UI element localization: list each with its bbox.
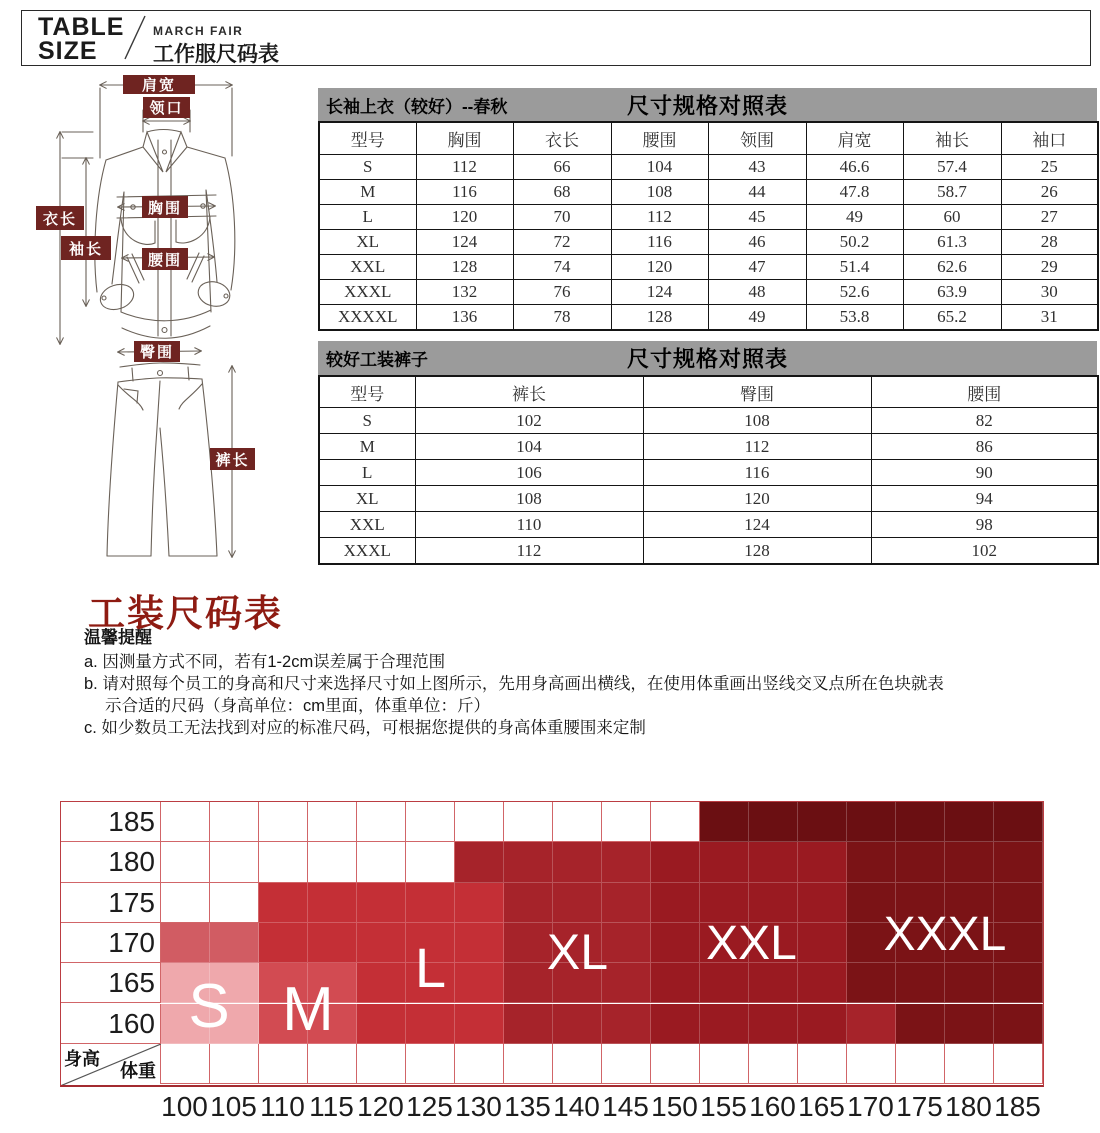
heatmap-cell [847, 963, 896, 1003]
size-name-cell: L [319, 205, 416, 230]
notes-block [84, 627, 944, 739]
value-cell: 104 [415, 434, 643, 460]
heatmap-cell [847, 802, 896, 842]
label-pants-length: 裤长 [210, 448, 255, 470]
size-name-cell: XL [319, 230, 416, 255]
value-cell: 94 [871, 486, 1098, 512]
column-header: 臀围 [643, 376, 871, 408]
size-name-cell: M [319, 180, 416, 205]
weight-tick-label: 185 [994, 1091, 1041, 1122]
value-cell: 44 [708, 180, 806, 205]
value-cell: 53.8 [806, 305, 903, 331]
value-cell: 136 [416, 305, 513, 331]
heatmap-cell [553, 1004, 602, 1044]
size-name-cell: XXXXL [319, 305, 416, 331]
value-cell: 30 [1001, 280, 1098, 305]
heatmap-cell [602, 1004, 651, 1044]
size-name-cell: S [319, 408, 415, 434]
heatmap-cell [847, 1004, 896, 1044]
table-row [319, 486, 1098, 512]
heatmap-cell [259, 802, 308, 842]
heatmap-cell [504, 883, 553, 923]
size-name-cell: XXL [319, 512, 415, 538]
heatmap-cell [553, 802, 602, 842]
heatmap-cell [896, 1004, 945, 1044]
y-axis-name: 身高 [64, 1048, 100, 1069]
value-cell: 29 [1001, 255, 1098, 280]
table-row [319, 230, 1098, 255]
size-name-cell: L [319, 460, 415, 486]
size-region-label: S [188, 972, 230, 1042]
note-b-cont: 示合适的尺码（身高单位：cm里面，体重单位：斤） [105, 697, 490, 715]
weight-tick-label: 180 [945, 1091, 992, 1122]
heatmap-cell [504, 1044, 553, 1084]
weight-tick-label: 130 [455, 1091, 502, 1122]
table-row [319, 408, 1098, 434]
value-cell: 128 [643, 538, 871, 565]
table-row [319, 512, 1098, 538]
heatmap-cell [504, 842, 553, 882]
table-row [319, 460, 1098, 486]
heatmap-cell [945, 802, 994, 842]
label-collar: 领口 [143, 97, 190, 118]
column-header: 肩宽 [806, 122, 903, 155]
column-header: 领围 [708, 122, 806, 155]
jacket-table-caption-center: 尺寸规格对照表 [626, 93, 789, 118]
heatmap-cell [651, 963, 700, 1003]
value-cell: 116 [643, 460, 871, 486]
heatmap-cell [357, 883, 406, 923]
weight-tick-label: 105 [210, 1091, 257, 1122]
heatmap-cell [749, 842, 798, 882]
heatmap-cell [945, 1044, 994, 1084]
heatmap-cell [406, 802, 455, 842]
x-axis-name: 体重 [120, 1061, 156, 1082]
heatmap-cell [455, 1044, 504, 1084]
heatmap-cell [602, 842, 651, 882]
height-tick-label: 185 [61, 802, 161, 842]
height-tick-label: 165 [61, 963, 161, 1003]
heatmap-cell [553, 1044, 602, 1084]
size-heatmap [60, 801, 1044, 1087]
heatmap-cell [896, 1044, 945, 1084]
heatmap-cell [259, 842, 308, 882]
value-cell: 120 [611, 255, 708, 280]
value-cell: 72 [513, 230, 611, 255]
pants-size-table [318, 375, 1099, 565]
heatmap-cell [406, 883, 455, 923]
heatmap-cell [749, 1044, 798, 1084]
heatmap-cell [602, 883, 651, 923]
value-cell: 82 [871, 408, 1098, 434]
heatmap-cell [455, 1004, 504, 1044]
heatmap-cell [847, 1044, 896, 1084]
weight-tick-label: 165 [798, 1091, 845, 1122]
value-cell: 132 [416, 280, 513, 305]
table-row [319, 255, 1098, 280]
heatmap-cell [210, 1044, 259, 1084]
value-cell: 61.3 [903, 230, 1001, 255]
heatmap-cell [308, 923, 357, 963]
column-header: 腰围 [871, 376, 1098, 408]
weight-tick-label: 115 [309, 1091, 354, 1122]
heatmap-cell [994, 1004, 1043, 1044]
heatmap-cell [357, 1044, 406, 1084]
heatmap-cell [161, 802, 210, 842]
value-cell: 124 [643, 512, 871, 538]
header-row [319, 376, 1098, 408]
weight-tick-label: 150 [651, 1091, 698, 1122]
value-cell: 26 [1001, 180, 1098, 205]
value-cell: 128 [416, 255, 513, 280]
height-tick-label: 180 [61, 842, 161, 882]
pants-table-caption-left: 较好工装裤子 [326, 350, 428, 370]
size-name-cell: S [319, 155, 416, 180]
heatmap-cell [210, 802, 259, 842]
heatmap-cell [553, 883, 602, 923]
weight-tick-label: 170 [847, 1091, 894, 1122]
heatmap-cell [504, 923, 553, 963]
heatmap-cell [945, 1004, 994, 1044]
value-cell: 124 [611, 280, 708, 305]
note-c: c. 如少数员工无法找到对应的标准尺码，可根据您提供的身高体重腰围来定制 [84, 719, 646, 737]
value-cell: 68 [513, 180, 611, 205]
value-cell: 110 [415, 512, 643, 538]
weight-tick-label: 140 [553, 1091, 600, 1122]
heatmap-cell [700, 802, 749, 842]
note-b: b. 请对照每个员工的身高和尺寸来选择尺寸如上图所示，先用身高画出横线，在使用体重画出竖线交叉点所在色块就表 [84, 675, 944, 693]
height-tick-label: 170 [61, 923, 161, 963]
heatmap-cell [651, 842, 700, 882]
table-row [319, 155, 1098, 180]
value-cell: 31 [1001, 305, 1098, 331]
heatmap-cell [504, 1004, 553, 1044]
value-cell: 58.7 [903, 180, 1001, 205]
label-shoulder-width: 肩宽 [123, 75, 195, 94]
heatmap-cell [210, 923, 259, 963]
value-cell: 47 [708, 255, 806, 280]
size-name-cell: M [319, 434, 415, 460]
value-cell: 102 [871, 538, 1098, 565]
heatmap-cell [161, 883, 210, 923]
value-cell: 63.9 [903, 280, 1001, 305]
heatmap-cell [161, 842, 210, 882]
notes-title: 温馨提醒 [84, 628, 152, 647]
size-region-label: L [414, 936, 447, 1000]
heatmap-cell [945, 842, 994, 882]
heatmap-cell [357, 923, 406, 963]
value-cell: 106 [415, 460, 643, 486]
value-cell: 78 [513, 305, 611, 331]
heatmap-cell [700, 1004, 749, 1044]
value-cell: 112 [415, 538, 643, 565]
jacket-table-caption-left: 长袖上衣（较好）--春秋 [326, 97, 508, 116]
value-cell: 90 [871, 460, 1098, 486]
table-row [319, 180, 1098, 205]
heatmap-cell [259, 1044, 308, 1084]
heatmap-cell [455, 923, 504, 963]
value-cell: 108 [415, 486, 643, 512]
size-name-cell: XXXL [319, 538, 415, 565]
weight-tick-label: 145 [602, 1091, 649, 1122]
value-cell: 112 [611, 205, 708, 230]
column-header: 型号 [319, 122, 416, 155]
value-cell: 49 [806, 205, 903, 230]
value-cell: 51.4 [806, 255, 903, 280]
heatmap-cell [651, 1004, 700, 1044]
label-chest: 胸围 [142, 196, 188, 218]
jacket-size-table [318, 121, 1099, 331]
value-cell: 57.4 [903, 155, 1001, 180]
heatmap-cell [504, 963, 553, 1003]
heatmap-cell [259, 923, 308, 963]
heatmap-cell [994, 1044, 1043, 1084]
table-row [319, 280, 1098, 305]
value-cell: 60 [903, 205, 1001, 230]
value-cell: 49 [708, 305, 806, 331]
value-cell: 66 [513, 155, 611, 180]
pants-drawing [107, 363, 217, 556]
value-cell: 102 [415, 408, 643, 434]
value-cell: 52.6 [806, 280, 903, 305]
size-region-label: XXL [706, 916, 797, 970]
heatmap-cell [553, 842, 602, 882]
brand-line1: TABLE [38, 13, 125, 41]
weight-tick-label: 175 [896, 1091, 943, 1122]
heatmap-cell [357, 842, 406, 882]
value-cell: 50.2 [806, 230, 903, 255]
heatmap-cell [994, 842, 1043, 882]
heatmap-cell [749, 1004, 798, 1044]
heatmap-cell [455, 802, 504, 842]
value-cell: 116 [416, 180, 513, 205]
value-cell: 112 [416, 155, 513, 180]
heatmap-cell [455, 883, 504, 923]
value-cell: 62.6 [903, 255, 1001, 280]
table-row [319, 305, 1098, 331]
table-row [319, 538, 1098, 565]
value-cell: 108 [643, 408, 871, 434]
heatmap-cell [798, 963, 847, 1003]
value-cell: 70 [513, 205, 611, 230]
column-header: 袖长 [903, 122, 1001, 155]
value-cell: 86 [871, 434, 1098, 460]
weight-tick-label: 155 [700, 1091, 747, 1122]
heatmap-cell [700, 1044, 749, 1084]
height-tick-label: 160 [61, 1004, 161, 1044]
value-cell: 124 [416, 230, 513, 255]
heatmap-cell [602, 923, 651, 963]
value-cell: 120 [643, 486, 871, 512]
value-cell: 28 [1001, 230, 1098, 255]
heatmap-cell [308, 1044, 357, 1084]
table-row [319, 434, 1098, 460]
heatmap-cell [651, 923, 700, 963]
jacket-drawing [95, 130, 235, 339]
size-name-cell: XXL [319, 255, 416, 280]
column-header: 腰围 [611, 122, 708, 155]
page-title: 工作服尺码表 [153, 43, 279, 66]
heatmap-cell [161, 1044, 210, 1084]
table-row [319, 205, 1098, 230]
value-cell: 112 [643, 434, 871, 460]
label-hip: 臀围 [134, 341, 180, 362]
value-cell: 47.8 [806, 180, 903, 205]
heatmap-cell [798, 842, 847, 882]
value-cell: 108 [611, 180, 708, 205]
value-cell: 76 [513, 280, 611, 305]
heatmap-cell [357, 1004, 406, 1044]
heatmap-cell [455, 963, 504, 1003]
heatmap-cell [308, 802, 357, 842]
header-row [319, 122, 1098, 155]
heatmap-cell [308, 883, 357, 923]
column-header: 袖口 [1001, 122, 1098, 155]
heatmap-cell [455, 842, 504, 882]
column-header: 型号 [319, 376, 415, 408]
value-cell: 43 [708, 155, 806, 180]
size-region-label: XL [546, 923, 609, 980]
label-sleeve-length: 袖长 [61, 236, 111, 260]
heatmap-cell [896, 842, 945, 882]
axis-corner-cell [61, 1044, 161, 1084]
heatmap-cell [896, 802, 945, 842]
note-a: a. 因测量方式不同，若有1-2cm误差属于合理范围 [84, 653, 446, 671]
heatmap-cell [700, 842, 749, 882]
value-cell: 46.6 [806, 155, 903, 180]
heatmap-cell [504, 802, 553, 842]
heatmap-cell [749, 802, 798, 842]
heatmap-cell [161, 923, 210, 963]
heatmap-cell [651, 883, 700, 923]
heatmap-cell [210, 842, 259, 882]
height-tick-label: 175 [61, 883, 161, 923]
header-subtitle-small: MARCH FAIR [153, 24, 244, 38]
heatmap-cell [945, 963, 994, 1003]
value-cell: 25 [1001, 155, 1098, 180]
brand-line2: SIZE [38, 37, 98, 65]
value-cell: 128 [611, 305, 708, 331]
value-cell: 48 [708, 280, 806, 305]
value-cell: 74 [513, 255, 611, 280]
size-region-label: XXXL [883, 907, 1007, 961]
pants-table-caption-center: 尺寸规格对照表 [626, 346, 789, 372]
heatmap-cell [651, 802, 700, 842]
column-header: 裤长 [415, 376, 643, 408]
label-waist: 腰围 [142, 248, 188, 270]
heatmap-cell [994, 802, 1043, 842]
weight-tick-label: 135 [504, 1091, 551, 1122]
heatmap-cell [357, 963, 406, 1003]
heatmap-cell [798, 923, 847, 963]
value-cell: 45 [708, 205, 806, 230]
heatmap-cell [308, 842, 357, 882]
weight-tick-label: 120 [357, 1091, 404, 1122]
heatmap-cell [357, 802, 406, 842]
heatmap-cell [798, 802, 847, 842]
heatmap-cell [602, 1044, 651, 1084]
column-header: 胸围 [416, 122, 513, 155]
weight-tick-label: 100 [161, 1091, 208, 1122]
heatmap-cell [406, 1004, 455, 1044]
weight-tick-label: 110 [260, 1091, 305, 1122]
heatmap-cell [210, 883, 259, 923]
heatmap-cell [798, 1004, 847, 1044]
value-cell: 120 [416, 205, 513, 230]
value-cell: 65.2 [903, 305, 1001, 331]
section-title: 工装尺码表 [88, 593, 283, 634]
measure-arrows [60, 85, 232, 557]
heatmap-cell [259, 883, 308, 923]
value-cell: 46 [708, 230, 806, 255]
column-header: 衣长 [513, 122, 611, 155]
heatmap-cell [847, 842, 896, 882]
jacket-table-caption [318, 88, 1097, 121]
value-cell: 27 [1001, 205, 1098, 230]
heatmap-cell [798, 1044, 847, 1084]
heatmap-cell [602, 802, 651, 842]
heatmap-cell [406, 842, 455, 882]
heatmap-cell [798, 883, 847, 923]
label-jacket-length: 衣长 [36, 206, 84, 230]
heatmap-cell [651, 1044, 700, 1084]
value-cell: 98 [871, 512, 1098, 538]
pants-table-caption [318, 341, 1097, 375]
weight-axis [160, 1091, 1042, 1121]
size-name-cell: XXXL [319, 280, 416, 305]
value-cell: 104 [611, 155, 708, 180]
weight-tick-label: 125 [406, 1091, 453, 1122]
heatmap-cell [896, 963, 945, 1003]
size-region-label: M [282, 974, 334, 1044]
value-cell: 116 [611, 230, 708, 255]
heatmap-cell [406, 1044, 455, 1084]
heatmap-cell [602, 963, 651, 1003]
size-name-cell: XL [319, 486, 415, 512]
weight-tick-label: 160 [749, 1091, 796, 1122]
heatmap-cell [994, 963, 1043, 1003]
